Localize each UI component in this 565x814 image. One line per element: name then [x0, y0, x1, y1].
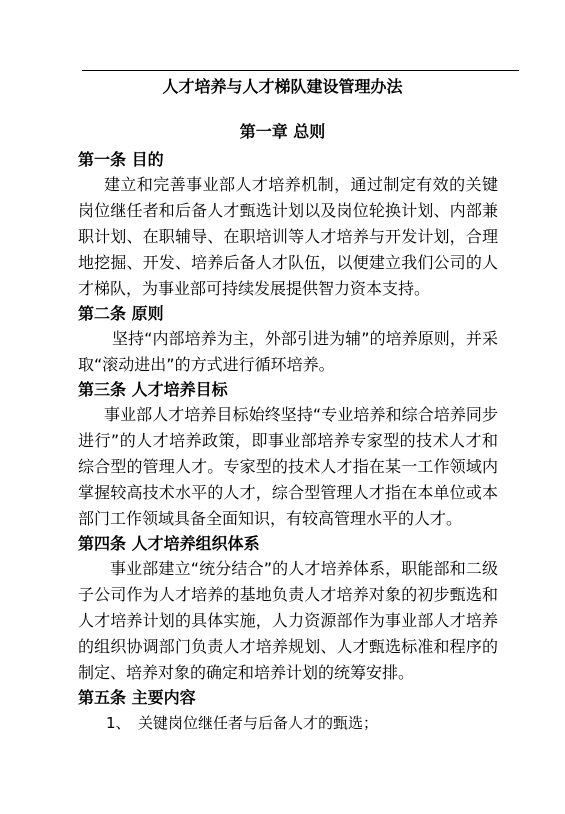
article-text-1: 建立和完善事业部人才培养机制，通过制定有效的关键岗位继任者和后备人才甄选计划以及岗位轮换计划、内部兼职计划、在职辅导、在职培训等人才培养与开发计划，合理地挖掘、开发、培养后备人才队伍，以便建立我们公司的人才梯队，为事业部可持续发展提供智力资本支持。 [78, 175, 498, 298]
article-text-3: 事业部人才培养目标始终坚持“专业培养和综合培养同步进行”的人才培养政策，即事业部培养专家型的技术人才和综合型的管理人才。专家型的技术人才指在某一工作领域内掌握较高技术水平的人才，综合型管理人才指在本单位或本部门工作领域具备全面知识，有较高管理水平的人才。 [78, 405, 498, 528]
article-heading-1: 第一条 目的 [78, 150, 164, 169]
article-heading-5: 第五条 主要内容 [78, 688, 196, 707]
article-text-4: 事业部建立“统分结合”的人才培养体系，职能部和二级子公司作为人才培养的基地负责人才培养对象的初步甄选和人才培养计划的具体实施，人力资源部作为事业部人才培养的组织协调部门负责人才培养规划、人才甄选标准和程序的制定、培养对象的确定和培养计划的统筹安排。 [78, 559, 498, 682]
list-item: 1、 关键岗位继任者与后备人才的甄选； [106, 714, 379, 732]
article-heading-3: 第三条 人才培养目标 [78, 380, 228, 399]
chapter-title: 第一章 总则 [239, 122, 326, 141]
document-body [78, 148, 498, 736]
article-heading-4: 第四条 人才培养组织体系 [78, 534, 260, 553]
header-rule [82, 70, 519, 71]
article-text-2: 坚持“内部培养为主，外部引进为辅”的培养原则，并采取“滚动进出”的方式进行循环培养。 [78, 329, 498, 374]
article-heading-2: 第二条 原则 [78, 304, 164, 323]
document-title: 人才培养与人才梯队建设管理办法 [162, 77, 403, 96]
